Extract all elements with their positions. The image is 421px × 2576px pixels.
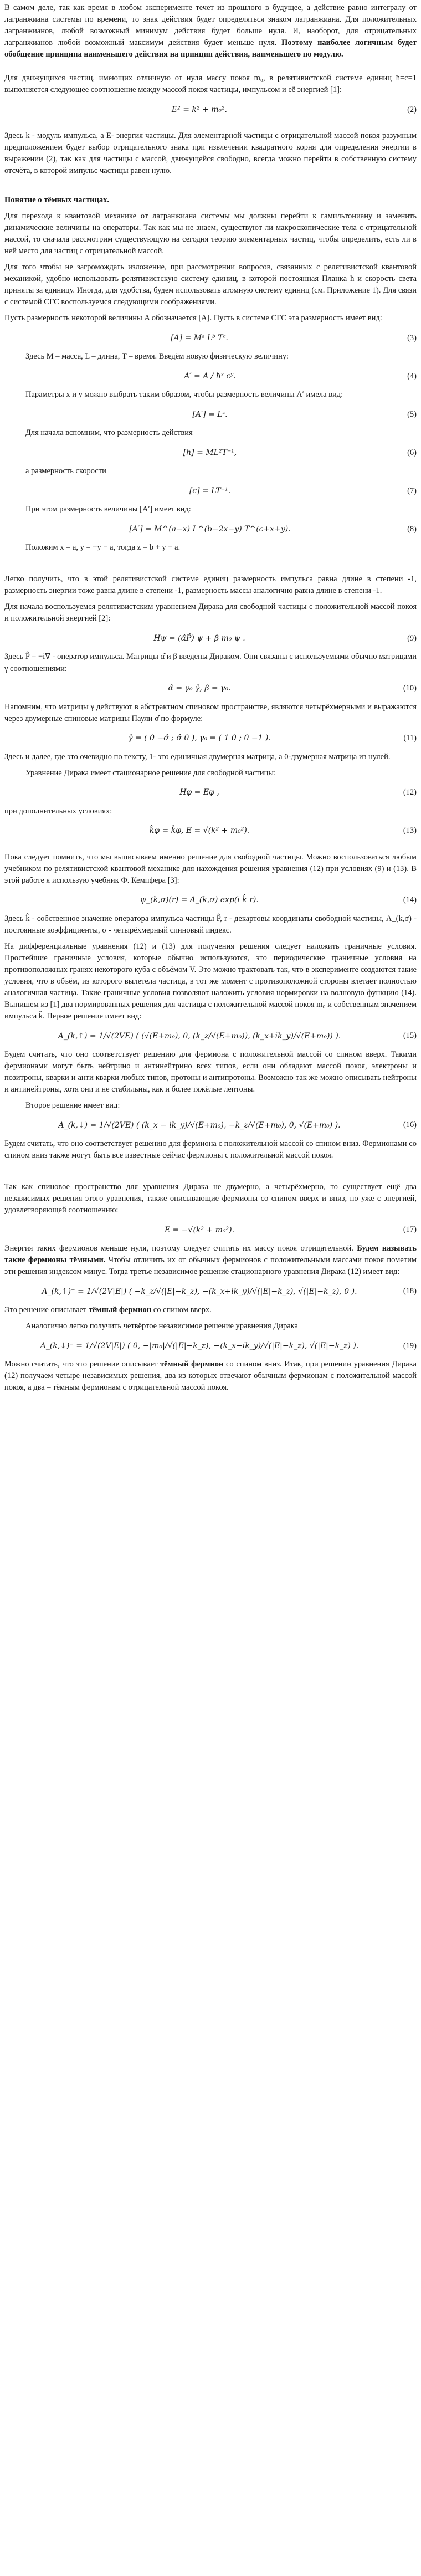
quantum-transition-paragraph: Для перехода к квантовой механике от лагранжиана системы мы должны перейти к гамильтониану и заменить динамические величины на операторы. Так как мы не знаем, существуют ли макроскопические тела с отрицательной массой, то сначала рассмотрим существующую на сегодня теорию элементарных частиц, чтобы определить, есть ли в ней место для частиц с отрицательной массой. <box>4 212 417 256</box>
equation-17-number: (17) <box>403 1225 417 1235</box>
intro-text: В самом деле, так как время в любом эксперименте течет из прошлого в будущее, а действие равно интегралу от лагранжиана системы по времени, то знак действия будет определяться знаком лагранжиана. Для положительных лагранжианов, любой возможный минимум действия будет больше нуля. И, наоборот, для отрицательных лагранжианов любой возможный максимум действия будет меньше нуля. <box>4 3 417 48</box>
equation-18-formula: A_(k,↑)⁻ = 1/√(2V|E|) ( −k_z/√(|E|−k_z), −(k_x+ik_y)/√(|E|−k_z), √(|E|−k_z), 0 ). <box>42 1287 357 1296</box>
equation-17-formula: E = −√(k² + m₀²). <box>164 1225 235 1235</box>
equation-11 <box>4 729 417 748</box>
equation-5 <box>25 405 417 424</box>
equation-4 <box>25 367 417 386</box>
boundary-conditions-paragraph: На дифференциальные уравнения (12) и (13) для получения решения следует наложить граничные условия. Простейшие граничные условия, которые обычно используются, это периодические граничные условия на противоположных гранях некоторого куба с объёмом V. Это можно трактовать так, что в эксперименте создаются такие условия, что в объём, из которого вылетела частица, в тот же момент с противоположной стороны влетает полностью аналогичная частица. Такие граничные условия позволяют наложить условия нормировки на волновую функцию (14). Выпишем из [1] два нормированных решения для частицы с положительной массой покоя m₀ и собственным значением импульса k̂. Первое решение имеет вид: <box>4 941 417 1021</box>
equation-15-number: (15) <box>403 1031 417 1041</box>
equation-5-formula: [A′] = Lᶻ. <box>192 410 228 419</box>
dark-fermions-bold-c: тёмными. <box>69 1255 106 1264</box>
section-title-dark-particles: Понятие о тёмных частицах. <box>4 196 109 205</box>
intro-bold-text: Поэтому наиболее логичным будет обобщение принципа наименьшего действия на принцип действия, наименьшего по модулю. <box>4 38 417 59</box>
equation-12-formula: Hφ = Eφ , <box>179 788 219 797</box>
equation-16-formula: A_(k,↓) = 1/√(2VE) ( (k_x − ik_y)/√(E+m₀), −k_z/√(E+m₀), 0, √(E+m₀) ). <box>58 1120 341 1130</box>
second-solution-paragraph: Второе решение имеет вид: <box>25 1100 120 1110</box>
spin-up-fermion-paragraph: Будем считать, что оно соответствует решению для фермиона с положительной массой со спином вверх. Такими фермионами могут быть нейтрино и антинейтрино всех типов, если они обладают массой покоя, электроны и позитроны, кварки и анти кварки любых типов, протоны и антипротоны. Возможно так же можно описывать нейтроны и антинейтроны, хотя они и не стабильны, как и более тяжёлые лептоны. <box>4 1049 417 1094</box>
equation-11-number: (11) <box>403 734 417 743</box>
equation-4-formula: A′ = A / ħˣ cʸ. <box>184 372 236 381</box>
equation-19-formula: A_(k,↓)⁻ = 1/√(2V|E|) ( 0, −|m₀|/√(|E|−k_z), −(k_x−ik_y)/√(|E|−k_z), √(|E|−k_z) ). <box>40 1341 359 1350</box>
intro-paragraph <box>4 2 417 60</box>
equation-2-number: (2) <box>407 105 417 114</box>
equation-11-formula: γ̂ = ( 0 −σ̂ ; σ̂ 0 ), γ₀ = ( 1 0 ; 0 −1 ). <box>128 734 271 743</box>
second-solution-block <box>4 1100 417 1112</box>
fourth-solution-block <box>4 1320 417 1332</box>
equation-19 <box>4 1336 417 1355</box>
identity-matrix-note: Здесь и далее, где это очевидно по тексту, 1- это единичная двумерная матрица, а 0-двумерная матрица из нулей. <box>4 752 391 761</box>
dark-fermions-text-a: Энергия таких фермионов меньше нуля, поэтому следует считать их массу покоя отрицательной. <box>4 1243 353 1253</box>
dark-spin-up-text-c: со спином вверх. <box>153 1305 212 1314</box>
equation-16 <box>4 1116 417 1135</box>
parameters-paragraph: Параметры x и y можно выбрать таким образом, чтобы размерность величины A′ имела вид: <box>25 390 343 400</box>
equation-18-number: (18) <box>403 1287 417 1296</box>
energy-sign-paragraph: Здесь k - модуль импульса, а E- энергия частицы. Для элементарной частицы с отрицательной массой покоя разумным предположением будет выбор отрицательного знака при извлечении квадратного корня для определения энергии в выражении (2), так как для частицы с массой, движущейся свободно, всегда можно перейти в собственную систему отсчёта, в которой импульс частицы равен нулю. <box>4 131 417 176</box>
energy-relation-paragraph: Для движущихся частиц, имеющих отличную от нуля массу покоя m₀, в релятивистской системе единиц ħ=c=1 выполняется следующее соотношение между массой покоя частицы, импульсом и её энергией [1]: <box>4 74 417 95</box>
dark-fermions-paragraph <box>4 1243 417 1278</box>
equation-4-number: (4) <box>407 371 417 381</box>
dark-spin-up-bold: тёмный фермион <box>88 1305 152 1314</box>
equation-7-formula: [c] = LT⁻¹. <box>189 486 231 496</box>
equation-13 <box>4 822 417 841</box>
equation-6 <box>25 443 417 462</box>
dark-spin-down-text-a: Можно считать, что это решение описывает <box>4 1360 158 1369</box>
stationary-solution-paragraph: Уравнение Дирака имеет стационарное решение для свободной частицы: <box>25 768 276 777</box>
equation-10 <box>4 679 417 698</box>
equation-8-number: (8) <box>407 524 417 534</box>
equation-7 <box>25 482 417 500</box>
equation-18 <box>4 1282 417 1301</box>
fourth-solution-paragraph: Аналогично легко получить четвёртое независимое решение уравнения Дирака <box>25 1322 298 1330</box>
velocity-dimension-paragraph: а размерность скорости <box>25 467 106 476</box>
equation-7-number: (7) <box>407 486 417 495</box>
equation-15 <box>4 1027 417 1046</box>
dark-fermions-bold-b: Будем называть такие фермионы <box>4 1243 417 1264</box>
equation-14-formula: ψ_(k,σ)(r) = A_(k,σ) exp(i k̂ r). <box>140 895 259 905</box>
equation-8 <box>25 520 417 539</box>
stationary-solution-block <box>4 767 417 779</box>
equation-19-number: (19) <box>403 1341 417 1350</box>
equation-2-formula: E² = k² + m₀². <box>171 105 228 114</box>
equation-10-number: (10) <box>403 684 417 693</box>
equation-3-number: (3) <box>407 333 417 342</box>
equation-8-formula: [A′] = M^(a−x) L^(b−2x−y) T^(c+x+y). <box>129 525 291 534</box>
gamma-matrices-paragraph: Напомним, что матрицы γ действуют в абстрактном спиновом пространстве, являются четырёхмерными и выражаются через двумерные спиновые матрицы Паули σ̂ по формуле: <box>4 702 417 723</box>
dark-fermion-spin-up-paragraph <box>4 1304 417 1316</box>
equation-9 <box>4 629 417 648</box>
equation-13-number: (13) <box>403 826 417 836</box>
equation-14 <box>4 891 417 910</box>
equation-3-formula: [A] = Mᵃ Lᵇ Tᶜ. <box>171 334 228 343</box>
new-quantity-paragraph: Здесь M – масса, L – длина, T – время. Введём новую физическую величину: <box>25 352 289 361</box>
action-dimension-paragraph: Для начала вспомним, что размерность действия <box>25 428 193 438</box>
equation-16-number: (16) <box>403 1120 417 1130</box>
dirac-intro-paragraph: Для начала воспользуемся релятивистским уравнением Дирака для свободной частицы с положительной массой покоя и положительной энергией [2]: <box>4 602 417 623</box>
equation-14-number: (14) <box>403 895 417 905</box>
dark-fermions-text-d: Чтобы отличить их от обычных фермионов с положительными массами покоя пометим эти решения индексом минус. Тогда третье независимое решение стационарного уравнения Дирака (12) имеет вид: <box>4 1255 417 1276</box>
equation-12 <box>4 783 417 802</box>
eigenvalue-paragraph: Здесь k̂ - собственное значение оператора импульса частицы P̂, r - декартовы координаты свободной частицы, A_(k,σ) - постоянные коэффициенты, σ - четырёхмерный спиновый индекс. <box>4 914 417 935</box>
four-dimensional-spin-paragraph: Так как спиновое пространство для уравнения Дирака не двумерно, а четырёхмерно, то существует ещё два независимых решения этого уравнения, также описывающие фермионы со спином вверх и вниз, но уже с энергией, удовлетворяющей соотношению: <box>4 1182 417 1215</box>
equation-9-number: (9) <box>407 633 417 643</box>
equation-10-formula: α̂ = γ₀ γ̂, β = γ₀. <box>168 684 231 693</box>
dark-spin-down-text-c: со спином вниз. Итак, при решении уравнения Дирака (12) получаем четыре независимых решения, два из которых отвечают обычным фермионам с положительной массой покоя, а два – тёмным фермионам с отрицательной массой покоя. <box>4 1360 417 1392</box>
dark-spin-down-bold: тёмный фермион <box>160 1360 224 1369</box>
equation-17 <box>4 1221 417 1240</box>
dimension-paragraph: Пусть размерность некоторой величины A обозначается [A]. Пусть в системе СГС эта размерность имеет вид: <box>4 314 382 323</box>
dark-spin-up-text-a: Это решение описывает <box>4 1305 87 1314</box>
equation-3 <box>4 329 417 347</box>
equation-9-formula: Hψ = (α̂P̂) ψ + β m₀ ψ . <box>153 634 245 643</box>
equation-13-formula: k̂φ = k̂φ, E = √(k² + m₀²). <box>149 826 250 836</box>
spin-down-fermion-paragraph: Будем считать, что оно соответствует решению для фермиона с положительной массой со спином вниз. Фермионами со спином вниз также могут быть все известные сейчас фермионы с положительной массой покоя. <box>4 1139 417 1160</box>
dimension-result-paragraph: При этом размерность величины [A′] имеет вид: <box>25 505 191 514</box>
dark-fermion-spin-down-paragraph <box>4 1359 417 1394</box>
equation-5-number: (5) <box>407 409 417 419</box>
units-derivation-block <box>4 351 417 554</box>
additional-conditions-paragraph: при дополнительных условиях: <box>4 806 112 816</box>
equation-15-formula: A_(k,↑) = 1/√(2VE) ( (√(E+m₀), 0, (k_z/√(E+m₀)), (k_x+ik_y)/√(E+m₀)) ). <box>58 1031 341 1041</box>
equation-2 <box>4 100 417 119</box>
equation-6-number: (6) <box>407 448 417 457</box>
document-page <box>4 0 417 1394</box>
momentum-operator-paragraph: Здесь P̂ = −i∇ - оператор импульса. Матрицы α̂ и β введены Дираком. Они связаны с используемыми обычно матрицами γ соотношениями: <box>4 652 417 673</box>
equation-6-formula: [ħ] = ML²T⁻¹, <box>183 448 237 458</box>
free-particle-solution-paragraph: Пока следует помнить, что мы выписываем именно решение для свободной частицы. Можно воспользоваться любым учебником по релятивистской квантовой механике для нахождения решения уравнения (12) при условиях (9) и (13). В этой работе я использую учебник Ф. Кемпфера [3]: <box>4 852 417 885</box>
substitution-paragraph: Положим x = a, y = −y − a, тогда z = b + y − a. <box>25 543 181 552</box>
equation-12-number: (12) <box>403 788 417 797</box>
units-paragraph: Для того чтобы не загромождать изложение, при рассмотрении вопросов, связанных с релятивистской квантовой механикой, удобно использовать релятивистскую систему единиц, в которой постоянная Планка ħ и скорость света приняты за единицу. Иногда, для удобства, будем использовать атомную систему единиц (см. Приложение 1). Для связи с системой СГС воспользуемся следующими соображениями. <box>4 263 417 307</box>
relativistic-units-paragraph: Легко получить, что в этой релятивистской системе единиц размерность импульса равна длине в степени -1, размерность энергии тоже равна длине в степени -1, размерность массы аналогично равна длине в степени -1. <box>4 575 417 596</box>
